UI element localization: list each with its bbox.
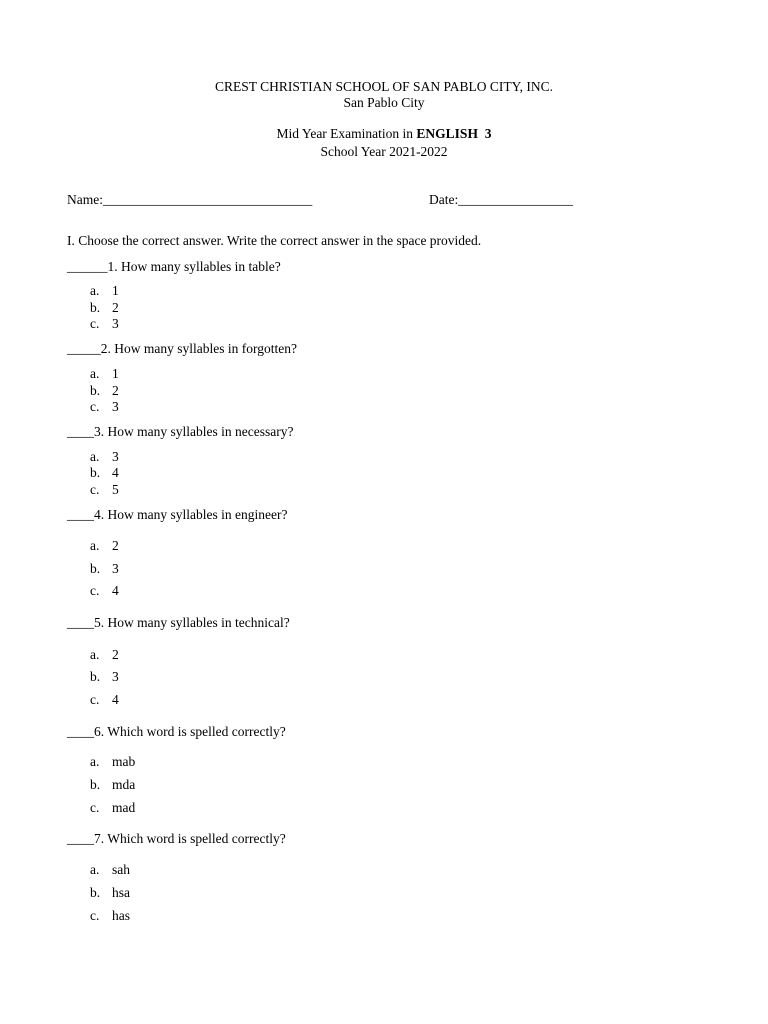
exam-title-prefix: Mid Year Examination in [276, 126, 417, 141]
exam-title [0, 126, 768, 142]
option-text: hsa [112, 885, 130, 900]
option-letter: c. [90, 583, 100, 598]
option-text: 3 [112, 669, 119, 684]
option-letter: c. [90, 316, 100, 331]
option-letter: b. [90, 383, 101, 398]
option-text: 2 [112, 300, 119, 315]
option-letter: b. [90, 300, 101, 315]
option-text: 4 [112, 583, 119, 598]
option-text: 3 [112, 561, 119, 576]
option-letter: b. [90, 777, 101, 792]
option-letter: a. [90, 366, 100, 381]
question-4: ____4. How many syllables in engineer? [67, 507, 288, 522]
option-letter: a. [90, 754, 100, 769]
option-letter: c. [90, 482, 100, 497]
school-year: School Year 2021-2022 [320, 144, 448, 159]
exam-subject: ENGLISH 3 [416, 126, 492, 141]
option-text: 1 [112, 366, 119, 381]
option-text: mad [112, 800, 136, 815]
option-text: 4 [112, 465, 119, 480]
option-letter: c. [90, 692, 100, 707]
option-letter: c. [90, 399, 100, 414]
option-letter: c. [90, 800, 100, 815]
date-field[interactable]: Date:_________________ [429, 192, 573, 207]
question-2: _____2. How many syllables in forgotten? [67, 341, 297, 356]
option-text: mda [112, 777, 136, 792]
option-letter: b. [90, 885, 101, 900]
question-1: ______1. How many syllables in table? [67, 259, 281, 274]
option-letter: a. [90, 449, 100, 464]
option-text: 2 [112, 383, 119, 398]
option-letter: a. [90, 538, 100, 553]
option-letter: b. [90, 669, 101, 684]
option-letter: c. [90, 908, 100, 923]
option-text: sah [112, 862, 130, 877]
option-text: has [112, 908, 130, 923]
option-text: 3 [112, 399, 119, 414]
option-text: 2 [112, 538, 119, 553]
option-text: 3 [112, 316, 119, 331]
option-letter: a. [90, 647, 100, 662]
option-text: mab [112, 754, 136, 769]
option-text: 2 [112, 647, 119, 662]
option-letter: b. [90, 465, 101, 480]
question-7: ____7. Which word is spelled correctly? [67, 831, 286, 846]
school-city: San Pablo City [343, 95, 425, 110]
option-letter: a. [90, 862, 100, 877]
section-instructions: I. Choose the correct answer. Write the correct answer in the space provided. [67, 233, 482, 248]
option-letter: b. [90, 561, 101, 576]
school-name: CREST CHRISTIAN SCHOOL OF SAN PABLO CITY, INC. [215, 79, 553, 94]
option-text: 1 [112, 283, 119, 298]
option-letter: a. [90, 283, 100, 298]
option-text: 5 [112, 482, 119, 497]
question-3: ____3. How many syllables in necessary? [67, 424, 294, 439]
option-text: 3 [112, 449, 119, 464]
question-5: ____5. How many syllables in technical? [67, 615, 290, 630]
option-text: 4 [112, 692, 119, 707]
name-field[interactable]: Name:_______________________________ [67, 192, 313, 207]
question-6: ____6. Which word is spelled correctly? [67, 724, 286, 739]
